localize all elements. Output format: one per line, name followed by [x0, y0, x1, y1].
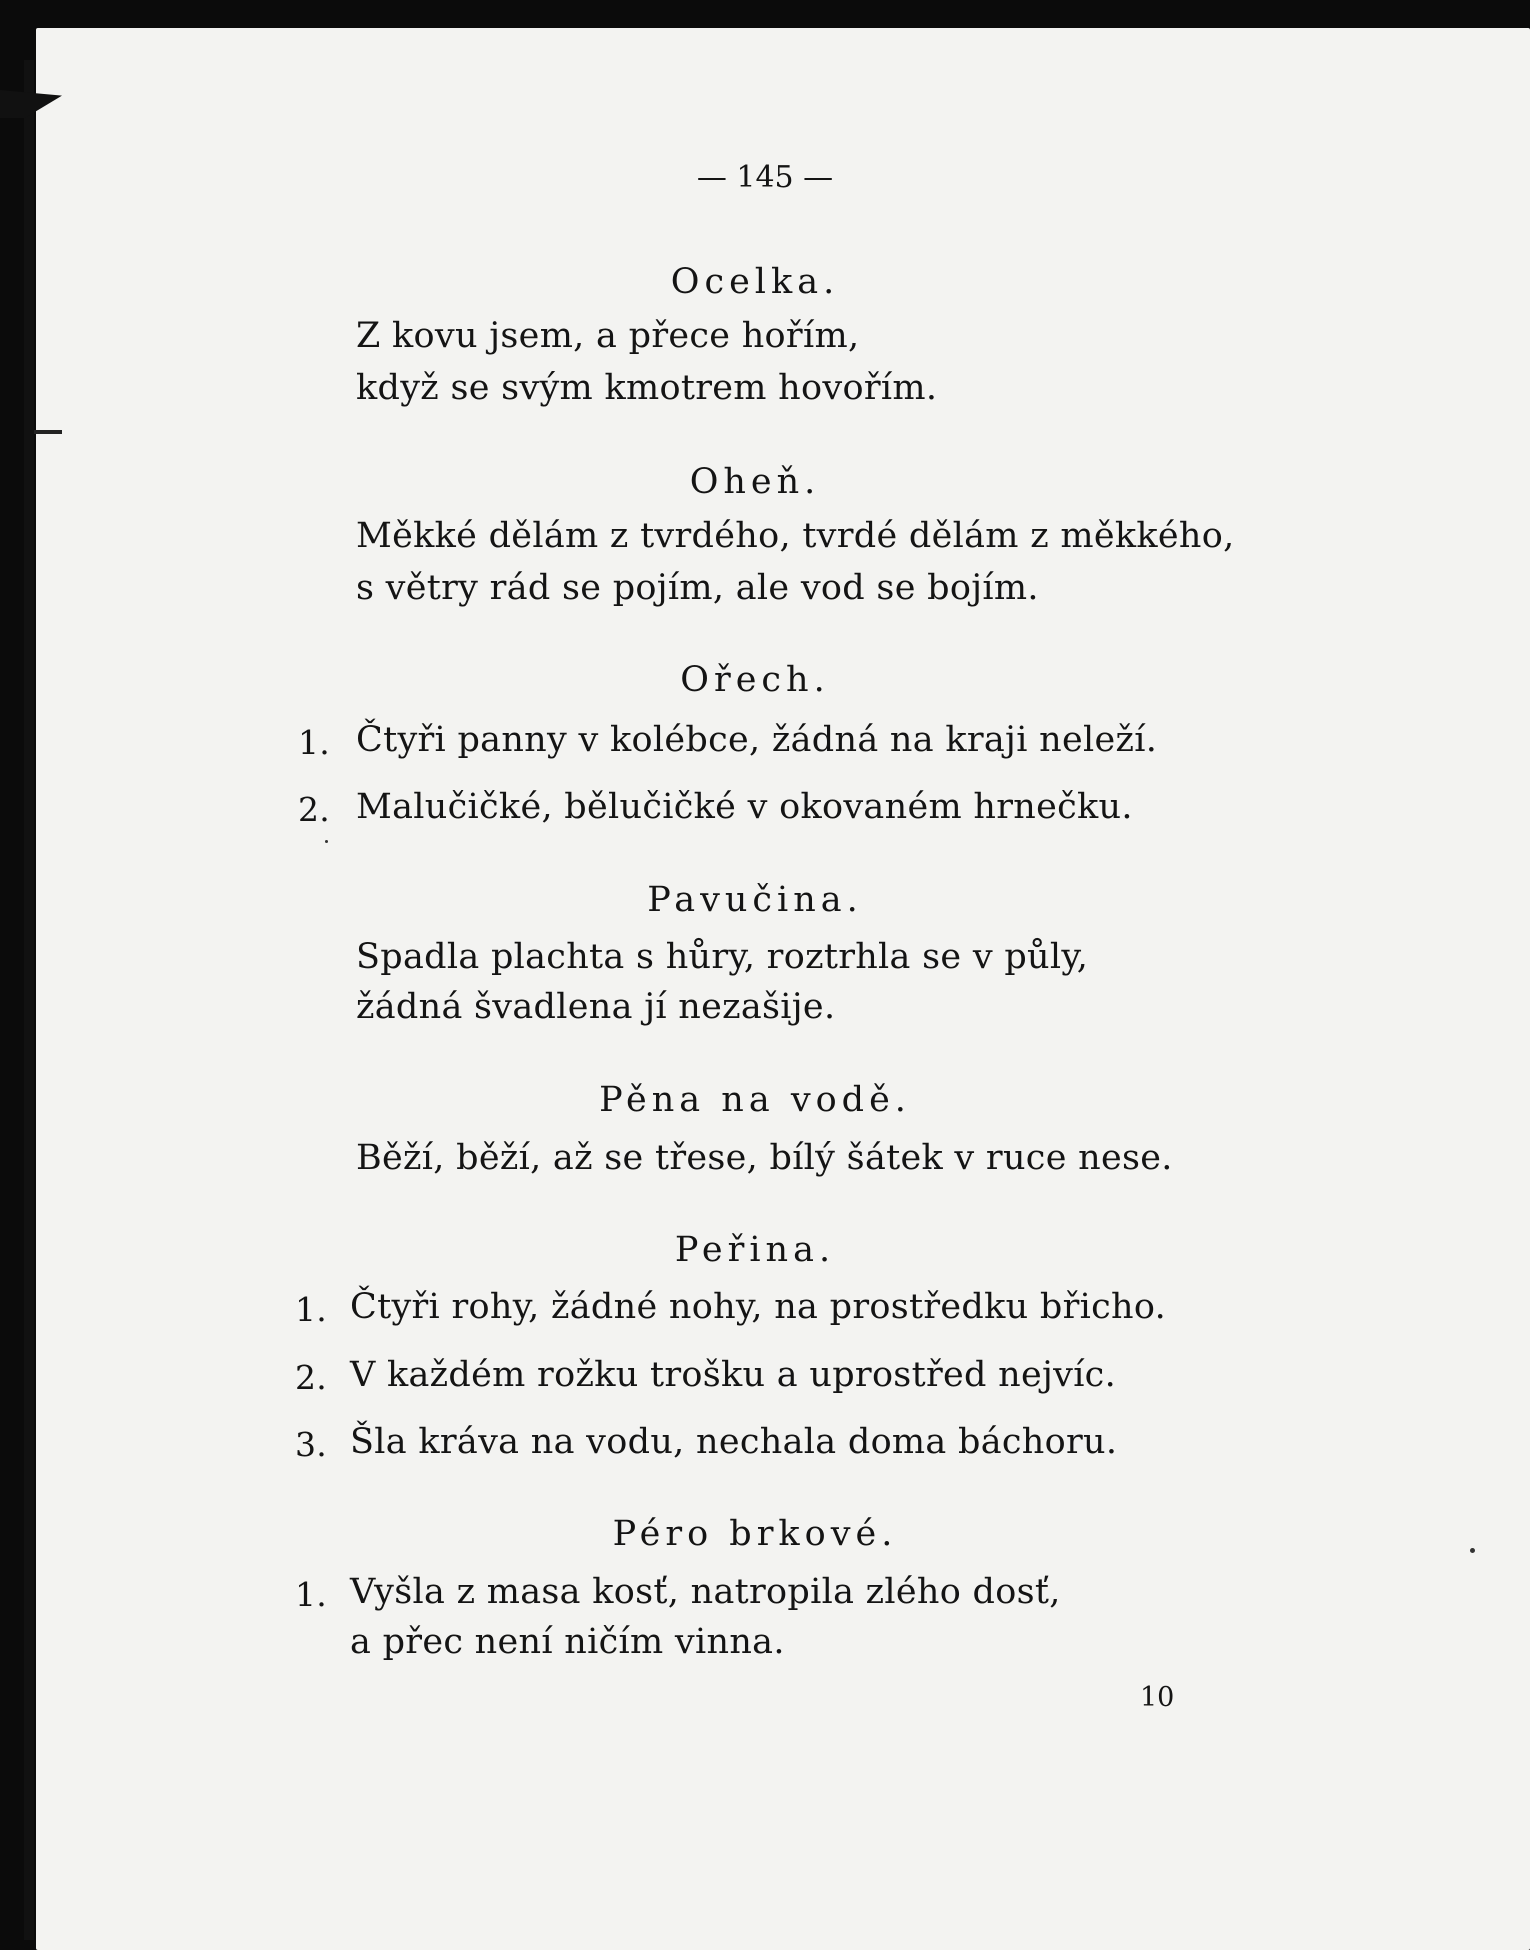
riddle-line: Vyšla z masa kosť, natropila zlého dosť,: [350, 1572, 1061, 1612]
section-title-ocelka: Ocelka.: [670, 262, 840, 302]
section-title-ohen: Oheň.: [689, 462, 821, 502]
binding-edge: [24, 60, 34, 1940]
section-title-pena-na-vode: Pěna na vodě.: [599, 1080, 911, 1120]
section-title-pero-brkove: Péro brkové.: [612, 1514, 898, 1554]
riddle-line: Čtyři panny v kolébce, žádná na kraji neleží.: [356, 720, 1158, 760]
printer-signature: 10: [1140, 1682, 1175, 1713]
riddle-line: Spadla plachta s hůry, roztrhla se v půly,: [356, 937, 1089, 977]
paper-speck: [325, 840, 328, 843]
riddle-line: Běží, běží, až se třese, bílý šátek v ruce nese.: [356, 1138, 1173, 1178]
riddle-number: 1.: [295, 1290, 328, 1329]
binding-tick: [34, 430, 62, 434]
riddle-line: s větry rád se pojím, ale vod se bojím.: [356, 568, 1039, 608]
riddle-line: Šla kráva na vodu, nechala doma báchoru.: [350, 1422, 1118, 1462]
riddle-line: V každém rožku trošku a uprostřed nejvíc.: [350, 1355, 1117, 1395]
riddle-line: Malučičké, bělučičké v okovaném hrnečku.: [356, 787, 1133, 827]
riddle-number: 2.: [298, 790, 331, 829]
riddle-number: 2.: [295, 1358, 328, 1397]
riddle-number: 1.: [295, 1575, 328, 1614]
riddle-line: Z kovu jsem, a přece hořím,: [356, 316, 860, 356]
page-number: — 145 —: [696, 160, 834, 195]
section-title-pavucina: Pavučina.: [647, 880, 863, 920]
riddle-number: 1.: [298, 723, 331, 762]
riddle-number: 3.: [295, 1425, 328, 1464]
section-title-perina: Peřina.: [674, 1230, 836, 1270]
riddle-line: Měkké dělám z tvrdého, tvrdé dělám z měkkého,: [356, 516, 1235, 556]
riddle-line: když se svým kmotrem hovořím.: [356, 368, 938, 408]
riddle-line: Čtyři rohy, žádné nohy, na prostředku břicho.: [350, 1287, 1167, 1327]
riddle-line: žádná švadlena jí nezašije.: [356, 987, 836, 1027]
section-title-orech: Ořech.: [680, 660, 830, 700]
riddle-line: a přec není ničím vinna.: [350, 1622, 785, 1662]
